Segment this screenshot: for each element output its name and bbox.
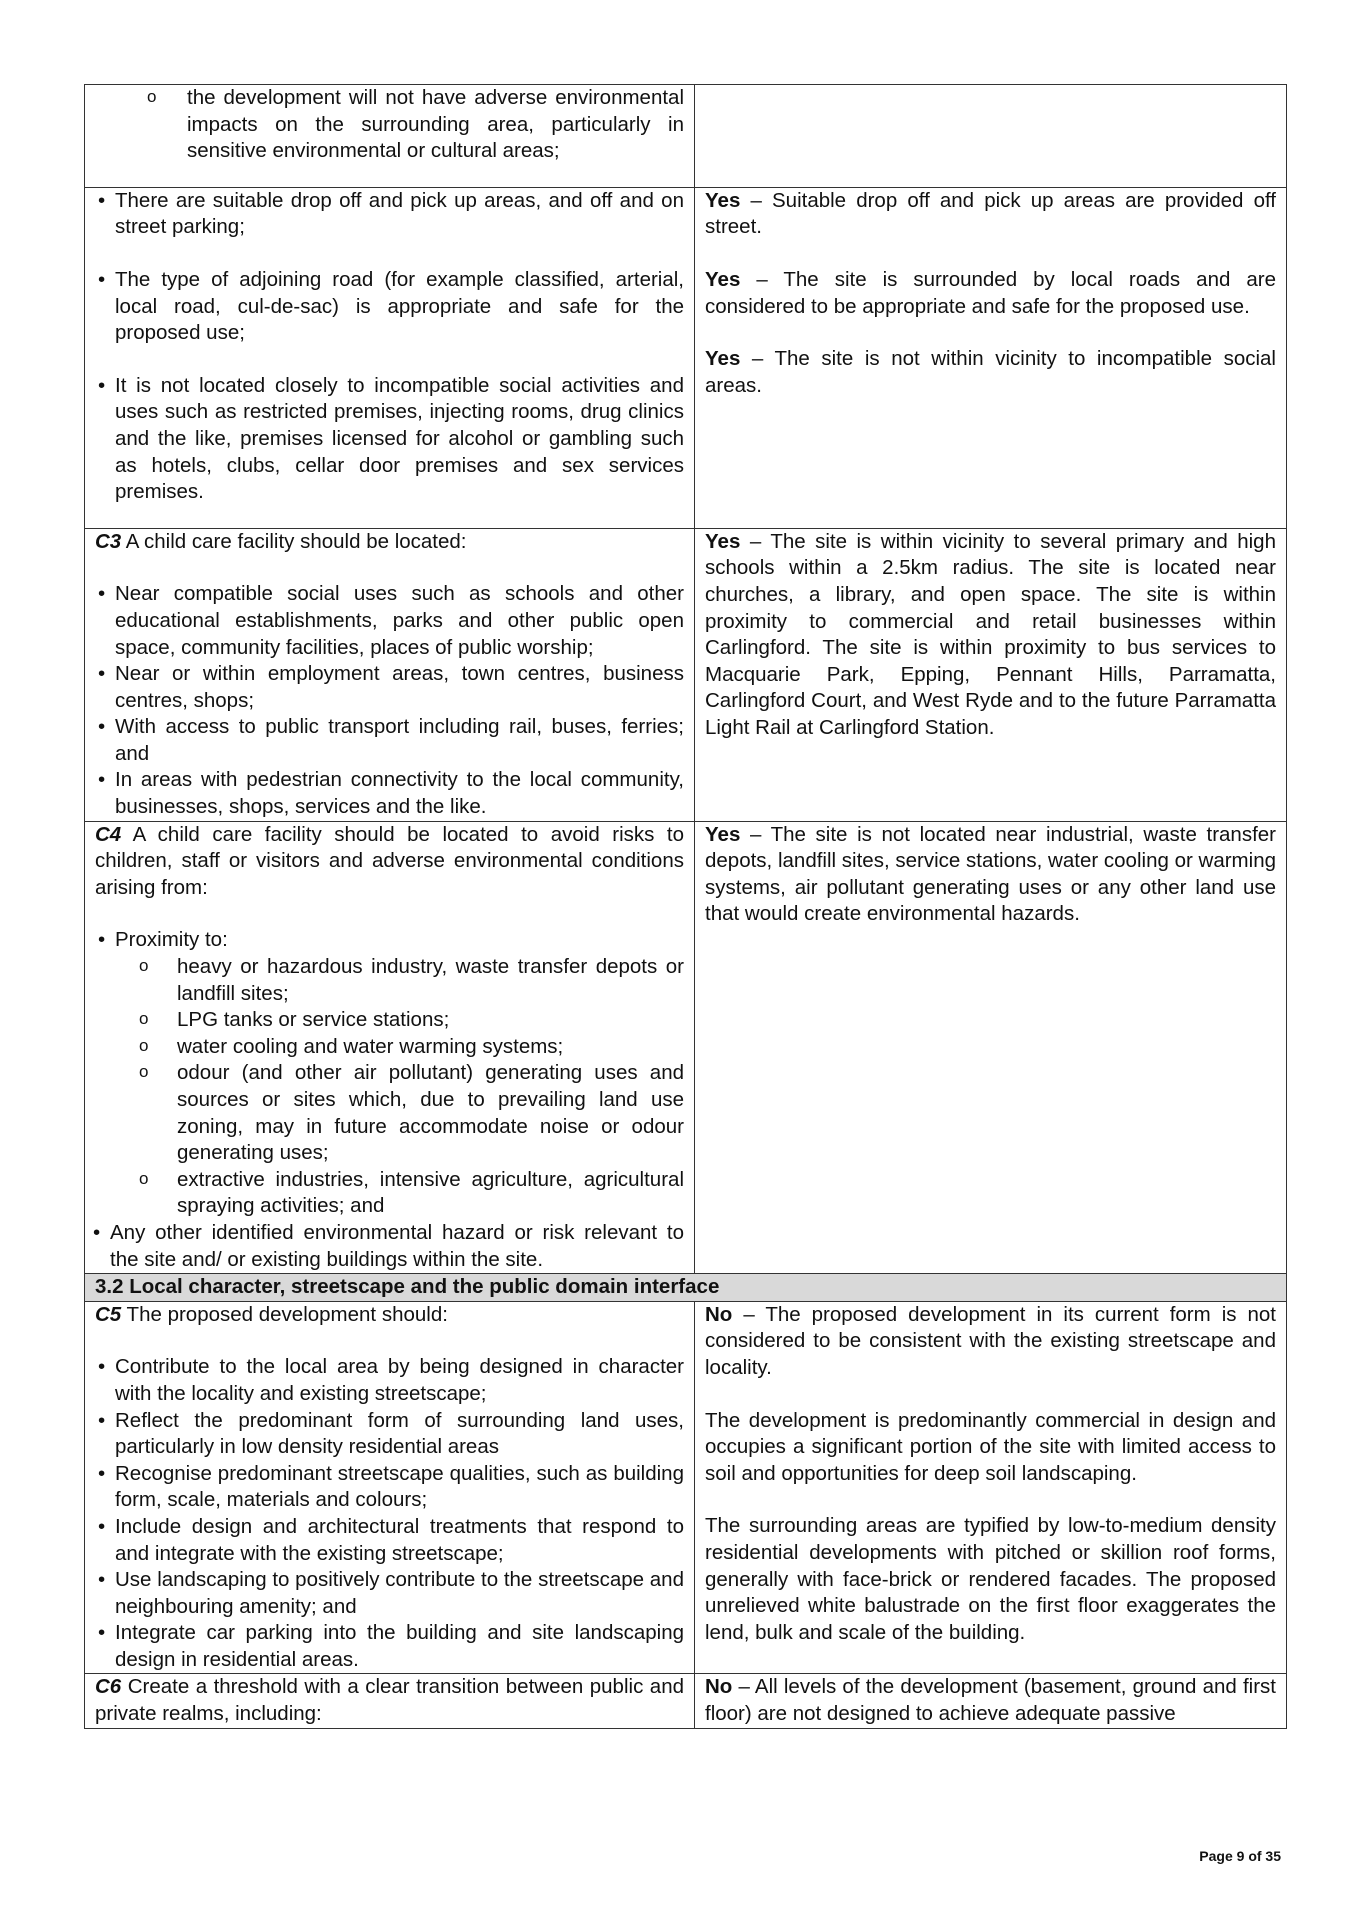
list-item: • Proximity to:	[95, 927, 684, 954]
response-text: No – All levels of the development (basement, ground and first floor) are not designed to achieve adequate passive	[705, 1675, 1276, 1726]
compliance-answer: Yes	[705, 188, 741, 212]
list-item: • Use landscaping to positively contribute to the streetscape and neighbouring amenity; and	[95, 1567, 684, 1620]
criteria-cell	[85, 528, 695, 821]
bullet-list	[95, 267, 684, 347]
response-text: No – The proposed development in its current form is not considered to be consistent with the existing streetscape and locality.	[705, 1302, 1276, 1379]
table-row	[85, 1674, 1287, 1728]
section-heading: 3.2 Local character, streetscape and the public domain interface	[85, 1274, 1287, 1302]
control-intro: C5 The proposed development should:	[95, 1302, 448, 1326]
compliance-answer: Yes	[705, 347, 741, 371]
list-item: • Recognise predominant streetscape qualities, such as building form, scale, materials and colours;	[95, 1461, 684, 1514]
criteria-cell	[85, 1674, 695, 1728]
list-item: • Integrate car parking into the building and site landscaping design in residential areas.	[95, 1620, 684, 1673]
control-code: C3	[95, 529, 122, 553]
control-code: C5	[95, 1302, 122, 1326]
compliance-answer: Yes	[705, 267, 741, 291]
list-item: • The type of adjoining road (for example classified, arterial, local road, cul-de-sac) is appropriate and safe for the proposed use;	[95, 267, 684, 347]
table-row	[85, 187, 1287, 528]
response-text: Yes – The site is within vicinity to several primary and high schools within a 2.5km radius. The site is located near churches, a library, and open space. The site is within proximity to commercial and retail businesses within Carlingford. The site is within proximity to bus services to Macquarie Park, Epping, Pennant Hills, Parramatta, Carlingford Court, and West Ryde and to the future Parramatta Light Rail at Carlingford Station.	[705, 529, 1276, 739]
table-row	[85, 85, 1287, 188]
list-item: • With access to public transport including rail, buses, ferries; and	[95, 714, 684, 767]
compliance-answer: No	[705, 1302, 733, 1326]
list-item: • Near compatible social uses such as schools and other educational establishments, parks and other public open space, community facilities, places of public worship;	[95, 581, 684, 661]
criteria-cell	[85, 821, 695, 1274]
response-text: Yes – The site is surrounded by local roads and are considered to be appropriate and safe for the proposed use.	[705, 267, 1276, 318]
response-cell	[695, 821, 1287, 1274]
control-code: C6	[95, 1675, 122, 1699]
sub-list-item: o the development will not have adverse environmental impacts on the surrounding area, particularly in sensitive environmental or cultural areas;	[187, 85, 684, 165]
response-text: The development is predominantly commercial in design and occupies a significant portion of the site with limited access to soil and opportunities for deep soil landscaping.	[705, 1408, 1276, 1485]
sub-list-item: o LPG tanks or service stations;	[177, 1007, 684, 1034]
list-item: • Near or within employment areas, town centres, business centres, shops;	[95, 661, 684, 714]
section-row	[85, 1274, 1287, 1302]
control-intro: C4 A child care facility should be located to avoid risks to children, staff or visitors and adverse environmental conditions arising from:	[95, 822, 684, 899]
list-item: • There are suitable drop off and pick up areas, and off and on street parking;	[95, 188, 684, 241]
page-number: Page 9 of 35	[1199, 1848, 1281, 1864]
response-text: The surrounding areas are typified by low-to-medium density residential developments with pitched or skillion roof forms, generally with face-brick or rendered facades. The proposed unrelieved white balustrade on the first floor exaggerates the lend, bulk and scale of the building.	[705, 1514, 1276, 1644]
response-text: Yes – The site is not located near industrial, waste transfer depots, landfill sites, service stations, water cooling or warming systems, air pollutant generating uses or any other land use that would create environmental hazards.	[705, 822, 1276, 926]
bullet-list	[95, 373, 684, 506]
compliance-answer: Yes	[705, 529, 741, 553]
bullet-list	[95, 1354, 684, 1673]
compliance-answer: Yes	[705, 822, 741, 846]
bullet-list	[95, 927, 684, 954]
criteria-cell	[85, 187, 695, 528]
compliance-answer: No	[705, 1675, 733, 1699]
criteria-cell	[85, 1301, 695, 1674]
sub-list	[95, 85, 684, 165]
control-intro: C3 A child care facility should be located:	[95, 529, 467, 553]
response-cell	[695, 187, 1287, 528]
response-cell	[695, 1301, 1287, 1674]
criteria-cell	[85, 85, 695, 188]
response-cell	[695, 85, 1287, 188]
assessment-table	[84, 84, 1287, 1729]
list-item: • Reflect the predominant form of surrounding land uses, particularly in low density residential areas	[95, 1408, 684, 1461]
response-text: Yes – The site is not within vicinity to incompatible social areas.	[705, 347, 1276, 397]
control-code: C4	[95, 822, 122, 846]
bullet-list	[95, 188, 684, 241]
list-item: • Contribute to the local area by being designed in character with the locality and existing streetscape;	[95, 1354, 684, 1407]
list-item: • In areas with pedestrian connectivity to the local community, businesses, shops, services and the like.	[95, 767, 684, 820]
bullet-list	[90, 1220, 684, 1273]
sub-list-item: o water cooling and water warming systems;	[177, 1034, 684, 1061]
table-row	[85, 821, 1287, 1274]
list-item: • Include design and architectural treatments that respond to and integrate with the existing streetscape;	[95, 1514, 684, 1567]
table-row	[85, 528, 1287, 821]
response-text: Yes – Suitable drop off and pick up areas are provided off street.	[705, 188, 1276, 239]
sub-list	[95, 954, 684, 1220]
list-item: • Any other identified environmental hazard or risk relevant to the site and/ or existing buildings within the site.	[90, 1220, 684, 1273]
table-row	[85, 1301, 1287, 1674]
control-intro: C6 Create a threshold with a clear transition between public and private realms, including:	[95, 1675, 684, 1726]
response-cell	[695, 1674, 1287, 1728]
sub-list-item: o heavy or hazardous industry, waste transfer depots or landfill sites;	[177, 954, 684, 1007]
response-cell	[695, 528, 1287, 821]
sub-list-item: o extractive industries, intensive agriculture, agricultural spraying activities; and	[177, 1167, 684, 1220]
sub-list-item: o odour (and other air pollutant) generating uses and sources or sites which, due to prevailing land use zoning, may in future accommodate noise or odour generating uses;	[177, 1060, 684, 1166]
bullet-list	[95, 581, 684, 820]
list-item: • It is not located closely to incompatible social activities and uses such as restricted premises, injecting rooms, drug clinics and the like, premises licensed for alcohol or gambling such as hotels, clubs, cellar door premises and sex services premises.	[95, 373, 684, 506]
